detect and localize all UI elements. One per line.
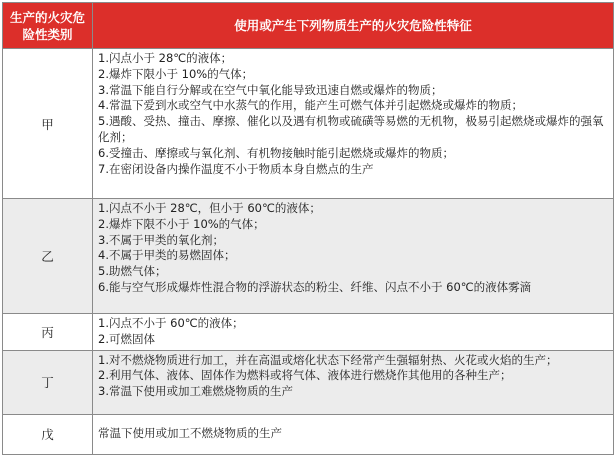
list-item: 3.常温下使用或加工难燃烧物质的生产 <box>98 384 293 399</box>
description-cell <box>93 414 614 454</box>
list-item: 5.助燃气体； <box>98 264 167 279</box>
description-cell <box>93 350 614 414</box>
header-characteristics: 使用或产生下列物质生产的火灾危险性特征 <box>93 3 614 49</box>
list-item: 1.对不燃烧物质进行加工，并在高温或熔化状态下经常产生强辐射热、火花或火焰的生产； <box>98 352 558 367</box>
list-item: 6.受撞击、摩擦或与氧化剂、有机物接触时能引起燃烧或爆炸的物质； <box>98 145 454 160</box>
table-row <box>3 414 614 454</box>
list-item: 常温下使用或加工不燃烧物质的生产 <box>98 426 282 441</box>
list-item: 2.可燃固体 <box>98 331 155 346</box>
list-item: 1.闪点不小于 60℃的液体； <box>98 316 244 330</box>
list-item: 3.常温下能自行分解或在空气中氧化能导致迅速自燃或爆炸的物质； <box>98 82 443 97</box>
category-cell: 丙 <box>3 314 93 351</box>
table-row <box>3 49 614 199</box>
list-item: 2.利用气体、液体、固体作为燃料或将气体、液体进行燃烧作其他用的各种生产； <box>98 368 512 383</box>
list-item: 4.常温下爱到水或空气中水蒸气的作用，能产生可燃气体并引起燃烧或爆炸的物质； <box>98 98 523 113</box>
description-cell <box>93 314 614 351</box>
list-item: 1.闪点小于 28℃的液体； <box>98 51 233 65</box>
table-row <box>3 199 614 314</box>
header-row <box>3 3 614 49</box>
list-item: 2.爆炸下限不小于 10%的气体； <box>98 216 265 231</box>
description-cell <box>93 199 614 314</box>
header-category: 生产的火灾危险性类别 <box>3 3 93 49</box>
category-cell: 乙 <box>3 199 93 314</box>
list-item: 1.闪点不小于 28℃，但小于 60℃的液体； <box>98 201 321 215</box>
fire-hazard-table <box>2 2 614 455</box>
list-item: 4.不属于甲类的易燃固体； <box>98 248 236 263</box>
list-item: 5.遇酸、受热、撞击、摩擦、催化以及遇有机物或硫磺等易燃的无机物，极易引起燃烧或爆炸的强氧化剂； <box>98 114 604 144</box>
list-item: 7.在密闭设备内操作温度不小于物质本身自燃点的生产 <box>98 161 374 176</box>
table-row <box>3 350 614 414</box>
category-cell: 甲 <box>3 49 93 199</box>
table-row <box>3 314 614 351</box>
description-cell <box>93 49 614 199</box>
list-item: 2.爆炸下限小于 10%的气体； <box>98 66 254 81</box>
list-item: 6.能与空气形成爆炸性混合物的浮游状态的粉尘、纤维、闪点不小于 60℃的液体雾滴 <box>98 279 532 294</box>
list-item: 3.不属于甲类的氧化剂； <box>98 232 224 247</box>
category-cell: 戊 <box>3 414 93 454</box>
category-cell: 丁 <box>3 350 93 414</box>
